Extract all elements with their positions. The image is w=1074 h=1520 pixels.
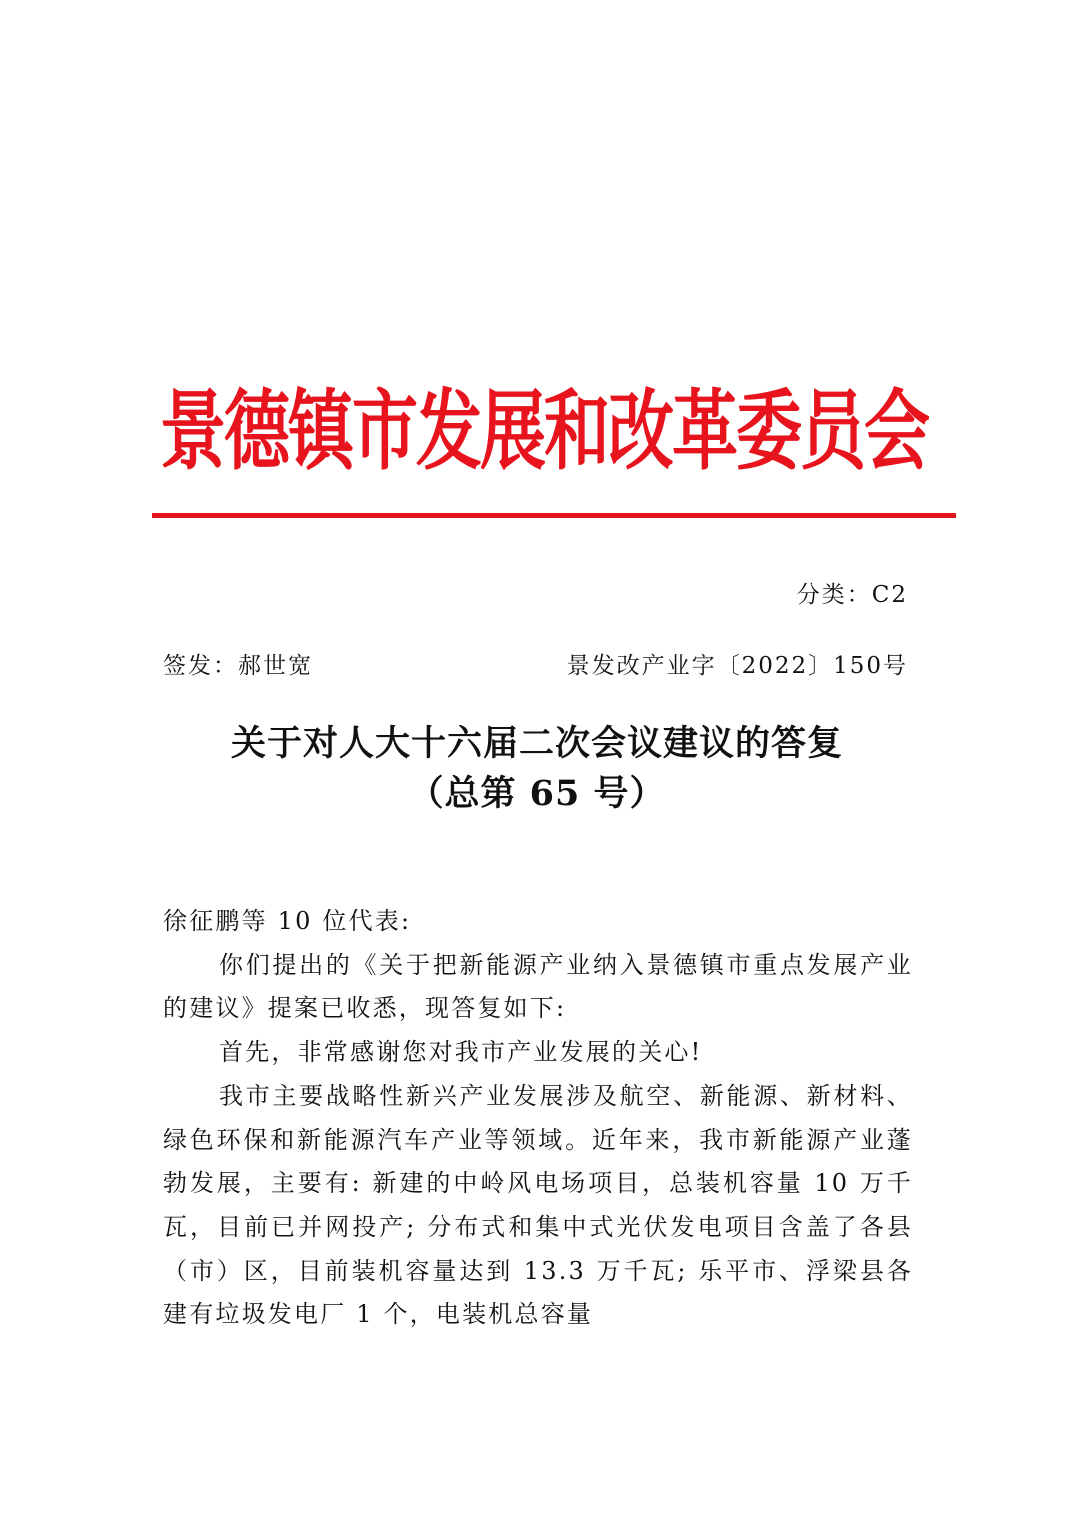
header-divider [152,513,956,518]
salutation: 徐征鹏等 10 位代表: [163,907,412,935]
document-subtitle: （总第 65 号） [408,773,666,814]
document-number: 景发改产业字〔2022〕150号 [566,653,908,679]
signer-label: 签发：郝世宽 [163,653,313,679]
classification-label: 分类：C2 [796,582,908,608]
organization-header: 景德镇市发展和改革委员会 [160,380,928,483]
body-paragraph: 首先，非常感谢您对我市产业发展的关心! [219,1038,703,1067]
body-paragraph: 你们提出的《关于把新能源产业纳入景德镇市重点发展产业的建议》提案已收悉，现答复如下: [163,950,913,1023]
document-body [163,900,913,1337]
document-title: 关于对人大十六届二次会议建议的答复 [230,723,843,764]
body-paragraph: 我市主要战略性新兴产业发展涉及航空、新能源、新材料、绿色环保和新能源汽车产业等领域。近年来，我市新能源产业蓬勃发展，主要有: 新建的中岭风电场项目，总装机容量 10 万千瓦，目前已并网投产; 分布式和集中式光伏发电项目含盖了各县（市）区，目前装机容量达到 13.3 万千瓦; 乐平市、浮梁县各建有垃圾发电厂 1 个，电装机总容量 [163,1081,913,1329]
